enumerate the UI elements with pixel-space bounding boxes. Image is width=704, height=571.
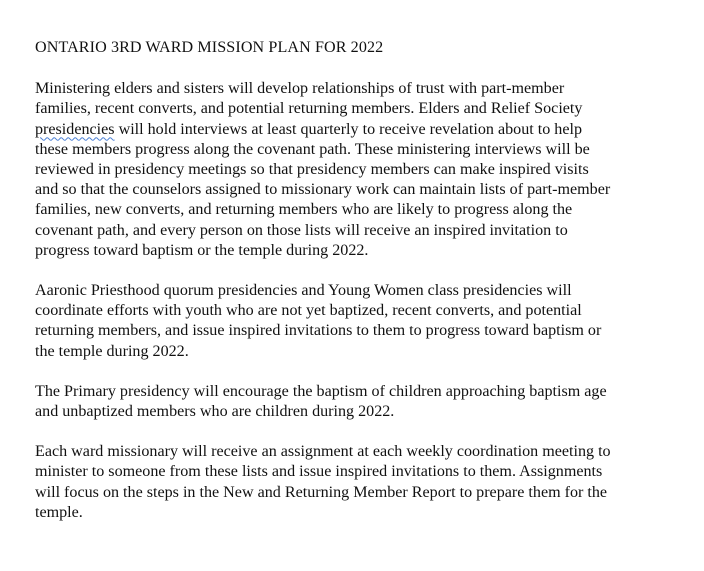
text-line: temple.: [35, 503, 83, 521]
text-line: progress toward baptism or the temple during 2022.: [35, 241, 369, 259]
paragraph-ward-missionary: [35, 442, 675, 523]
text-line: Ministering elders and sisters will develop relationships of trust with part-member: [35, 80, 565, 98]
text-line: reviewed in presidency meetings so that presidency members can make inspired visits: [35, 161, 589, 179]
text-line: the temple during 2022.: [35, 342, 189, 360]
paragraph-primary: [35, 382, 675, 422]
text-line-rest: will hold interviews at least quarterly to receive revelation about to help: [114, 120, 583, 138]
text-line: Each ward missionary will receive an assignment at each weekly coordination meeting to: [35, 443, 611, 461]
text-line: Aaronic Priesthood quorum presidencies and Young Women class presidencies will: [35, 282, 572, 300]
paragraph-ministering: [35, 79, 675, 261]
paragraph-aaronic-priesthood: [35, 281, 675, 362]
text-line: returning members, and issue inspired invitations to them to progress toward baptism or: [35, 322, 602, 340]
text-line: these members progress along the covenant path. These ministering interviews will be: [35, 140, 590, 158]
document-title: ONTARIO 3RD WARD MISSION PLAN FOR 2022: [35, 39, 384, 56]
document-page: [35, 38, 675, 543]
text-line: families, recent converts, and potential returning members. Elders and Relief Society: [35, 100, 583, 118]
spellcheck-flagged-word[interactable]: presidencies: [35, 120, 115, 138]
text-line: minister to someone from these lists and issue inspired invitations to them. Assignments: [35, 463, 603, 481]
text-line: families, new converts, and returning members who are likely to progress along the: [35, 201, 573, 219]
text-line: will focus on the steps in the New and Returning Member Report to prepare them for the: [35, 483, 608, 501]
text-line: coordinate efforts with youth who are not yet baptized, recent converts, and potential: [35, 302, 582, 320]
text-line: and unbaptized members who are children during 2022.: [35, 403, 395, 421]
text-line: covenant path, and every person on those lists will receive an inspired invitation to: [35, 221, 568, 239]
text-line-with-flag: [35, 120, 675, 140]
text-line: and so that the counselors assigned to missionary work can maintain lists of part-member: [35, 181, 611, 199]
text-line: The Primary presidency will encourage the baptism of children approaching baptism age: [35, 382, 607, 400]
